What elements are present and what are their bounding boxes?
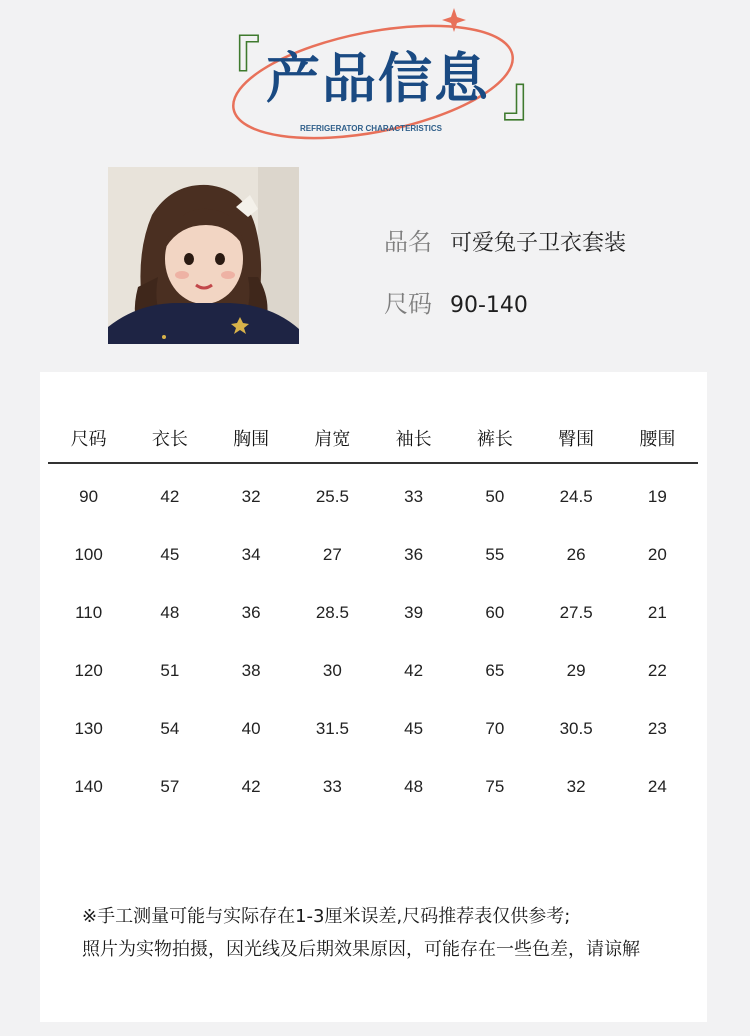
table-cell: 40: [241, 719, 261, 738]
note-measurement: ※手工测量可能与实际存在1-3厘米误差,尺码推荐表仅供参考;: [82, 906, 571, 927]
table-cell: 33: [322, 777, 342, 796]
column-header: 胸围: [211, 422, 292, 463]
size-table: [48, 422, 698, 816]
table-cell: 54: [160, 719, 180, 738]
table-cell: 42: [160, 487, 180, 506]
table-cell: 75: [485, 777, 505, 796]
table-cell: 36: [404, 545, 424, 564]
table-cell: 70: [485, 719, 505, 738]
table-cell: 45: [404, 719, 424, 738]
table-cell: 120: [74, 661, 103, 680]
size-chart-card: [40, 372, 707, 1022]
page-title: 产品信息: [266, 47, 490, 110]
table-cell: 36: [241, 603, 261, 622]
table-header-row: [48, 422, 698, 463]
table-cell: 42: [404, 661, 424, 680]
table-cell: 31.5: [315, 719, 349, 738]
table-cell: 32: [566, 777, 586, 796]
header: [0, 0, 750, 160]
note-color: 照片为实物拍摄，因光线及后期效果原因，可能存在一些色差，请谅解: [82, 939, 640, 960]
product-name-label: 品名: [384, 228, 432, 256]
page-subtitle: REFRIGERATOR CHARACTERISTICS: [300, 124, 442, 133]
table-cell: 110: [75, 603, 103, 622]
table-cell: 22: [647, 661, 667, 680]
table-cell: 30.5: [559, 719, 593, 738]
table-row: [48, 642, 698, 700]
column-header: 臀围: [536, 422, 617, 463]
table-row: [48, 526, 698, 584]
table-cell: 45: [160, 545, 180, 564]
product-size-row: [384, 284, 528, 319]
table-cell: 42: [241, 777, 261, 796]
table-cell: 38: [241, 661, 261, 680]
table-cell: 60: [485, 603, 505, 622]
table-cell: 57: [160, 777, 180, 796]
table-cell: 33: [404, 487, 424, 506]
table-cell: 140: [74, 777, 103, 796]
table-cell: 48: [404, 777, 424, 796]
table-cell: 30: [322, 661, 342, 680]
table-cell: 21: [647, 603, 667, 622]
product-name-row: [384, 222, 626, 257]
table-cell: 50: [485, 487, 505, 506]
table-row: [48, 584, 698, 642]
table-cell: 51: [160, 661, 180, 680]
right-bracket: 』: [502, 65, 558, 130]
table-cell: 19: [647, 487, 667, 506]
table-row: [48, 700, 698, 758]
column-header: 肩宽: [292, 422, 373, 463]
table-cell: 27.5: [559, 603, 593, 622]
table-cell: 130: [74, 719, 103, 738]
table-cell: 29: [566, 661, 586, 680]
column-header: 尺码: [48, 422, 129, 463]
column-header: 腰围: [617, 422, 698, 463]
table-cell: 23: [647, 719, 667, 738]
table-cell: 34: [241, 545, 261, 564]
table-cell: 26: [566, 545, 586, 564]
table-cell: 55: [485, 545, 505, 564]
table-row: [48, 758, 698, 816]
product-size-label: 尺码: [384, 290, 432, 318]
table-cell: 24.5: [559, 487, 593, 506]
product-photo: [108, 167, 299, 344]
column-header: 衣长: [129, 422, 210, 463]
left-bracket: 『: [205, 31, 261, 96]
table-cell: 27: [322, 545, 342, 564]
table-cell: 100: [74, 545, 103, 564]
table-cell: 24: [647, 777, 667, 796]
table-cell: 65: [485, 661, 505, 680]
column-header: 裤长: [454, 422, 535, 463]
table-row: [48, 463, 698, 526]
table-cell: 20: [647, 545, 667, 564]
table-cell: 25.5: [315, 487, 349, 506]
table-cell: 32: [241, 487, 261, 506]
product-size-value: 90-140: [450, 293, 528, 318]
table-cell: 39: [404, 603, 424, 622]
product-name-value: 可爱兔子卫衣套装: [450, 231, 627, 256]
table-cell: 90: [79, 487, 99, 506]
column-header: 袖长: [373, 422, 454, 463]
table-cell: 28.5: [315, 603, 349, 622]
table-cell: 48: [160, 603, 180, 622]
